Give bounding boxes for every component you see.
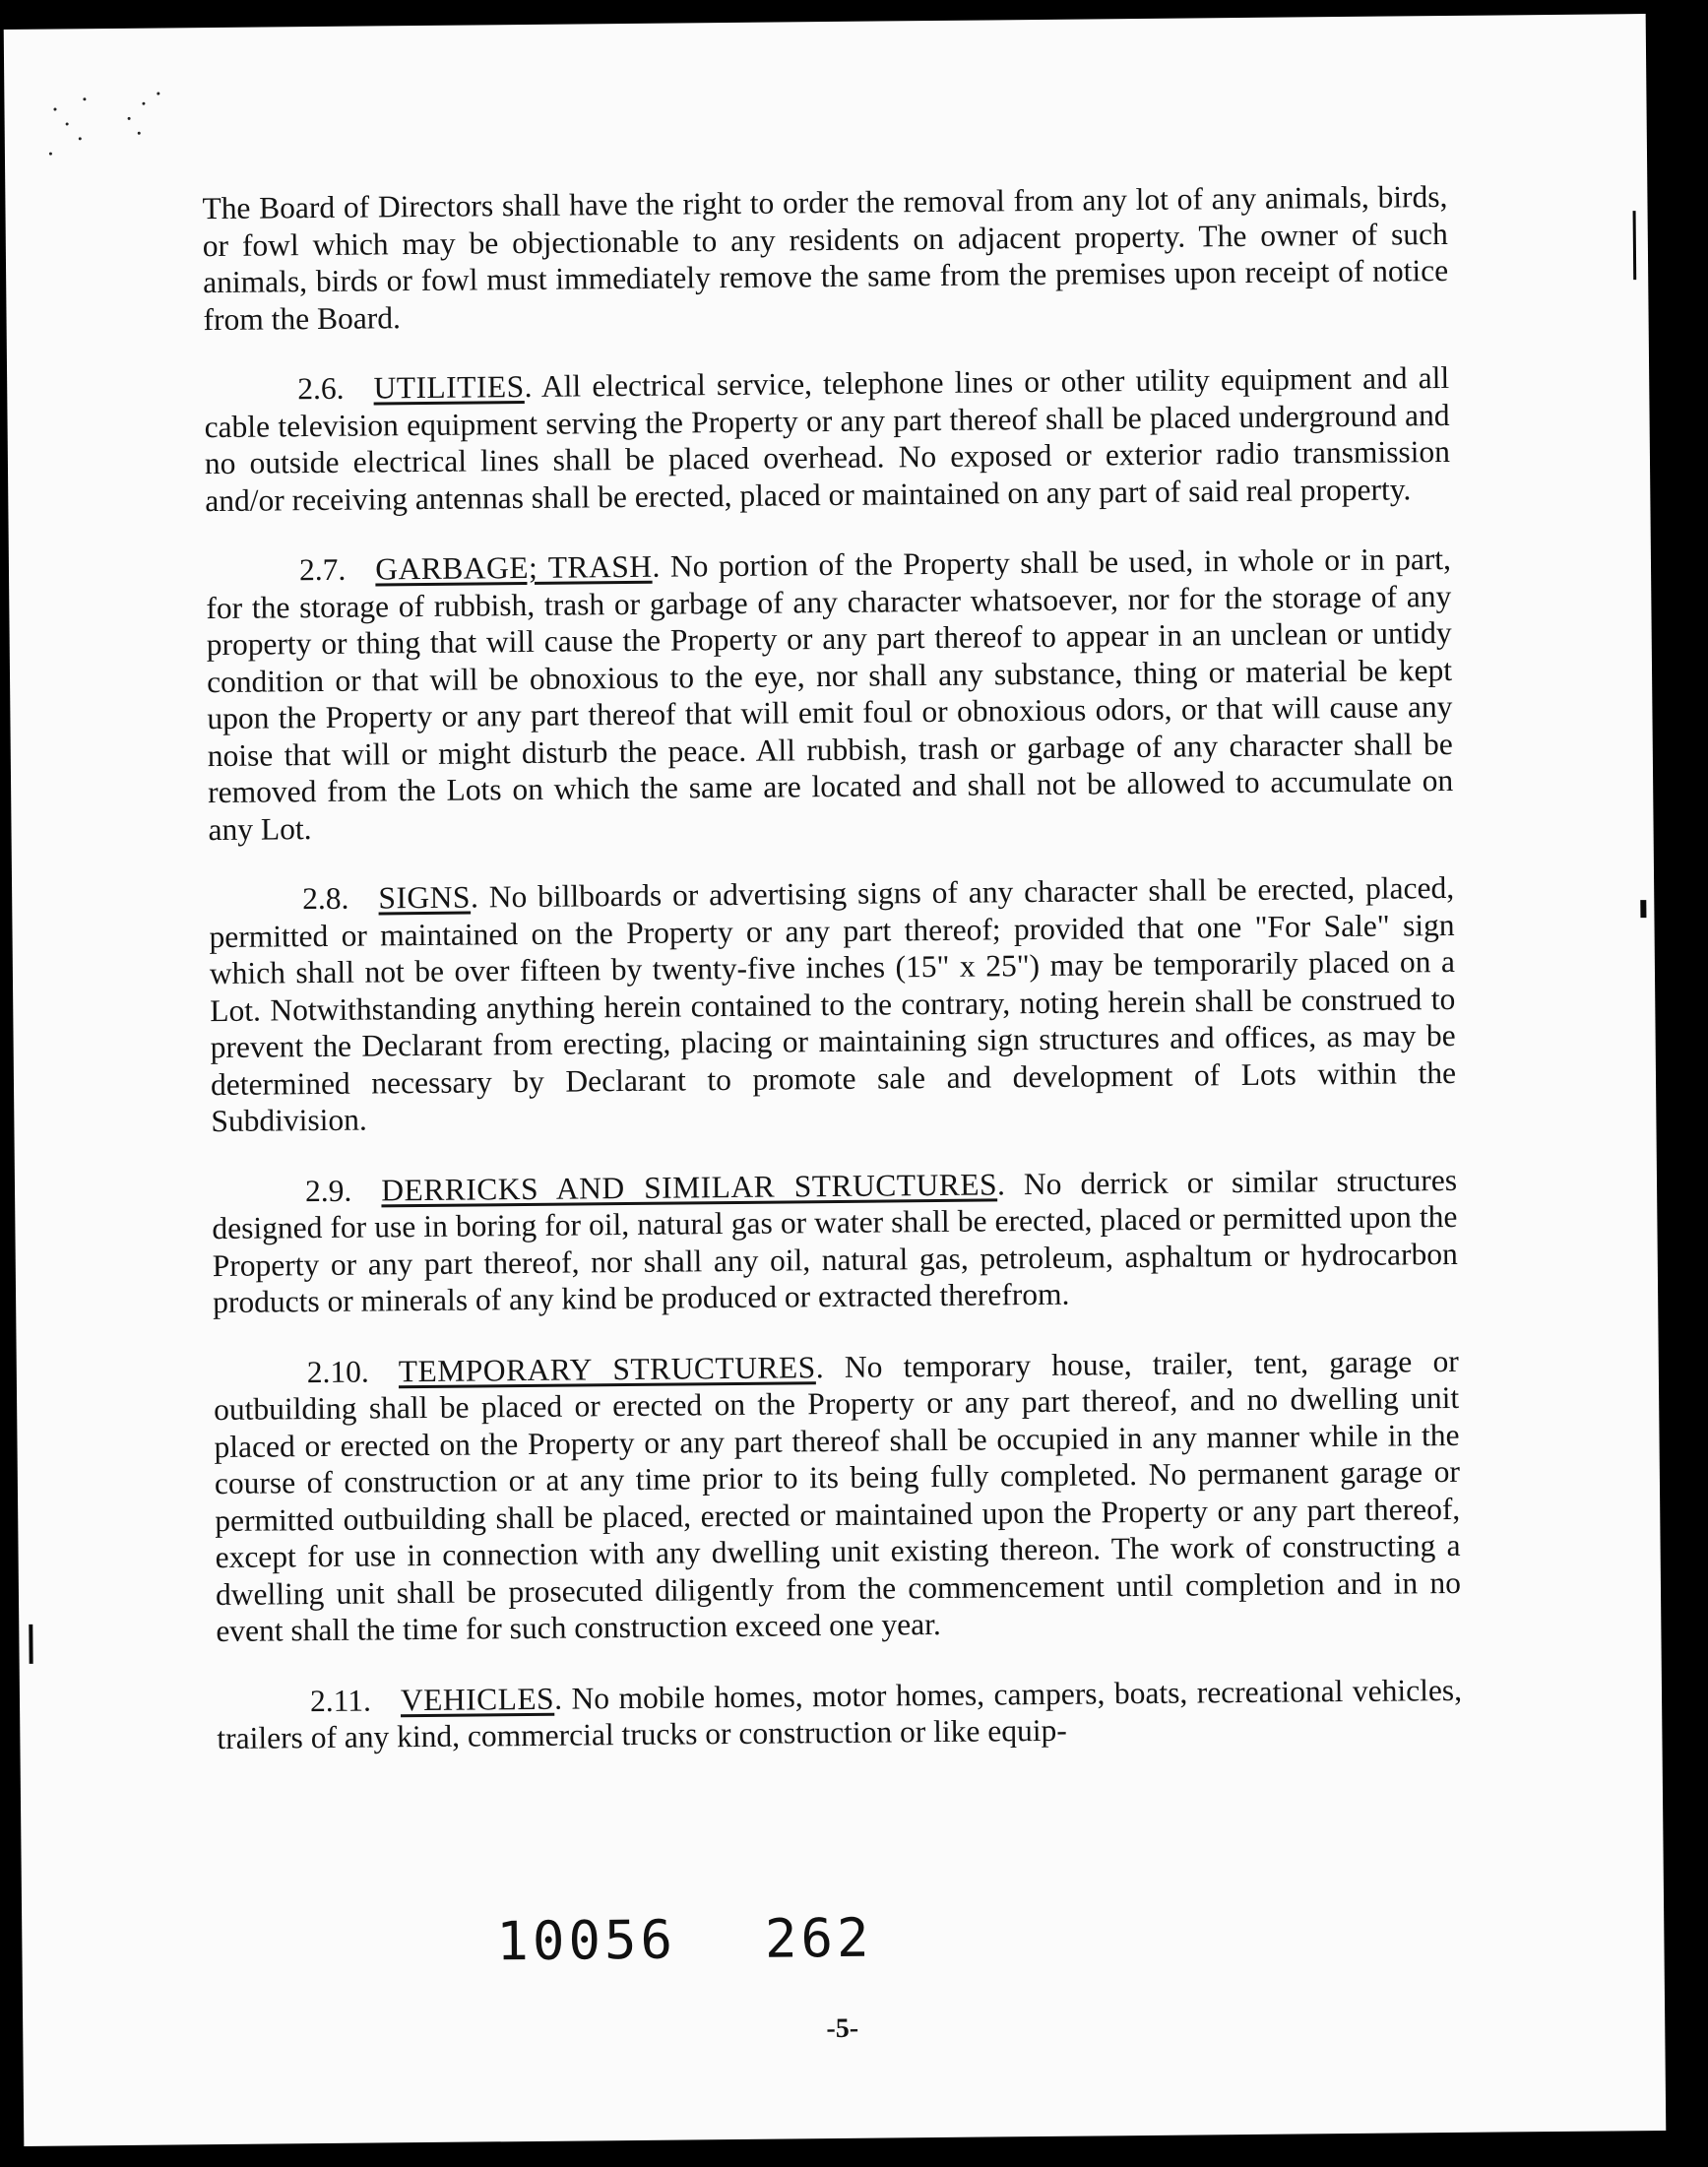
section-text: . No temporary house, trailer, tent, garage or outbuilding shall be placed or erected on the Property or any part thereof, and no dwelling unit placed or erected on the Property or any part thereof shall be occupied in any manner while in the course of construction or at any time prior to its being fully completed. No permanent garage or permitted outbuilding shall be placed, erected or maintained upon the Property or any part thereof, except for use in connection with any dwelling unit existing thereon. The work of constructing a dwelling unit shall be prosecuted diligently from the commencement until completion and in no event shall the time for such construction exceed one year. xyxy=(214,1343,1462,1649)
section-2-9 xyxy=(212,1161,1458,1320)
section-heading: VEHICLES xyxy=(400,1681,555,1717)
section-text: . All electrical service, telephone lines or other utility equipment and all cable television equipment serving the Property or any part thereof shall be placed underground and no outside electrical lines shall be placed overhead. No exposed or exterior radio transmission and/or receiving antennas shall be erected, placed or maintained on any part of said real property. xyxy=(204,359,1451,518)
section-number: 2.9. xyxy=(304,1173,352,1208)
section-number: 2.10. xyxy=(306,1354,369,1389)
intro-paragraph: The Board of Directors shall have the right to order the removal from any lot of any animals, birds, or fowl which may be objectionable to any residents on adjacent property. The owner of such animals, birds or fowl must immediately remove the same from the premises upon receipt of notice from the Board. xyxy=(202,178,1449,337)
section-number: 2.6. xyxy=(297,370,345,407)
stamp-page-number: 262 xyxy=(764,1906,873,1970)
section-text: . No mobile homes, motor homes, campers, boats, recreational vehicles, trailers of any kind, commercial trucks or construction or like equip- xyxy=(217,1672,1463,1756)
document-page xyxy=(4,14,1667,2146)
stamp-book-number: 10056 xyxy=(496,1908,677,1973)
scan-edge-mark xyxy=(29,1625,32,1664)
section-text: . No portion of the Property shall be used, in whole or in part, for the storage of rubbish, trash or garbage of any character whatsoever, nor for the storage of any property or thing that will cause the Property or any part thereof to appear in an unclean or untidy condition or that will be obnoxious to the eye, nor shall any substance, thing or material be kept upon the Property or any part thereof that will emit foul or obnoxious odors, or that will cause any noise that will or might disturb the peace. All rubbish, trash or garbage of any character shall be removed from the Lots on which the same are located and shall not be allowed to accumulate on any Lot. xyxy=(206,541,1454,847)
section-number: 2.7. xyxy=(298,551,347,588)
section-heading: GARBAGE; TRASH xyxy=(375,548,653,587)
section-2-7 xyxy=(206,541,1454,848)
section-number: 2.8. xyxy=(302,880,349,917)
section-heading: TEMPORARY STRUCTURES xyxy=(398,1349,816,1388)
scan-edge-mark xyxy=(1633,211,1637,280)
section-2-11 xyxy=(217,1671,1463,1756)
section-text: . No billboards or advertising signs of any character shall be erected, placed, permitted or maintained on the Property or any part thereof; provided that one "For Sale" sign which shall not be over fifteen by twenty-five inches (15" x 25") may be temporarily placed on a Lot. Notwithstanding anything herein contained to the contrary, noting herein shall be construed to prevent the Declarant from erecting, placing or maintaining sign structures and offices, as may be determined necessary by Declarant to promote sale and development of Lots within the Subdivision. xyxy=(209,869,1457,1139)
section-text: . No derrick or similar structures designed for use in boring for oil, natural gas or water shall be erected, placed or permitted upon the Property or any part thereof, nor shall any oil, natural gas, petroleum, asphaltum or hydrocarbon products or minerals of any kind be produced or extracted therefrom. xyxy=(212,1162,1458,1320)
section-2-10 xyxy=(214,1342,1462,1649)
section-heading: SIGNS xyxy=(378,879,472,916)
section-heading: UTILITIES xyxy=(373,368,525,406)
section-2-8 xyxy=(209,869,1456,1140)
section-2-6 xyxy=(204,359,1450,519)
section-number: 2.11. xyxy=(309,1683,372,1718)
section-heading: DERRICKS AND SIMILAR STRUCTURES xyxy=(381,1166,998,1207)
recording-stamp xyxy=(496,1907,873,1973)
page-number: -5- xyxy=(826,2012,859,2045)
scan-edge-mark xyxy=(1640,900,1646,918)
